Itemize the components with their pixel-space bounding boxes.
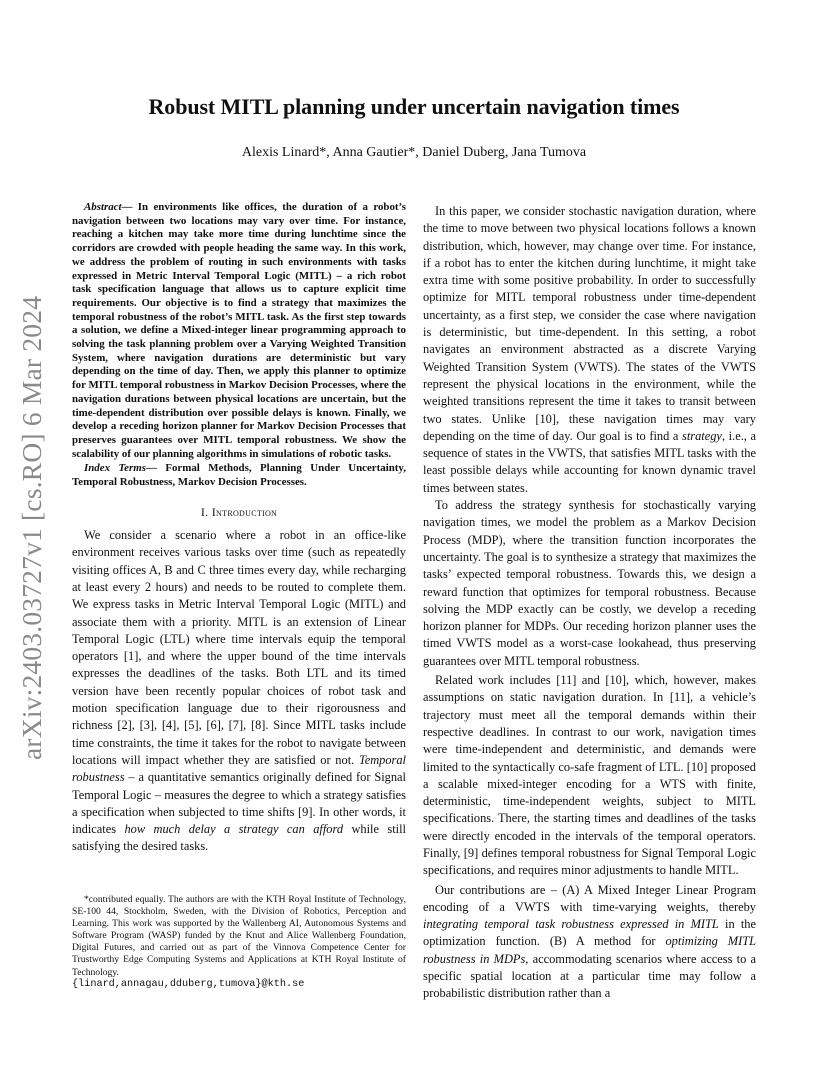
section-title: Introduction	[211, 504, 278, 519]
right-paragraph-1	[423, 203, 756, 497]
intro-text-1: We consider a scenario where a robot in an office-like environment receives various tasks over time (such as repeatedly visiting offices A, B and C three times every day, while recharging at least every 2 hours) and needs to be routed to complete them. We express tasks in Metric Interval Temporal Logic (MITL) and associate them with a priority. MITL is an extension of Linear Temporal Logic (LTL) where time intervals equip the temporal operators [1], and where the upper bound of the time intervals expresses the deadlines of the tasks. Both LTL and its timed version have been recently popular choices of robot task and motion specification language due to their rigorousness and richness [2], [3], [4], [5], [6], [7], [8]. Since MITL tasks include time constraints, the time it takes for the robot to navigate between locations will impact whether they are satisfied or not.	[72, 528, 406, 767]
index-terms-lead: Index Terms	[84, 462, 146, 475]
footnote	[72, 894, 406, 991]
abstract-lead: Abstract	[84, 201, 122, 213]
right-p1-emphasis: strategy	[682, 428, 722, 443]
right-paragraph-3: Related work includes [11] and [10], which, however, makes assumptions on static navigation duration. In [11], a vehicle’s trajectory must meet all the temporal demands within their respective deadlines. In contrast to our work, navigation times were time-independent and deterministic, and demands were limited to the syntactically co-safe fragment of LTL. [10] proposed a scalable mixed-integer encoding for a WTS with finite, deterministic, time-independent weights, subject to MITL specifications. There, the starting times and deadlines of the tasks were directly encoded in the intervals of the temporal operators. Finally, [9] defines temporal robustness for Signal Temporal Logic specifications, and requires minor adjustments to handle MITL.	[423, 673, 756, 878]
intro-text-3: while still satisfying the desired tasks.	[72, 822, 406, 854]
intro-emphasis-1: Temporal robustness	[72, 752, 406, 785]
section-heading-introduction	[72, 504, 406, 521]
right-p1-text-2: , i.e., a sequence of states in the VWTS, that satisfies MITL tasks with the least possible delays while accounting for known dynamic travel times between states.	[423, 428, 756, 495]
right-column	[423, 203, 756, 1003]
index-terms	[72, 462, 406, 489]
abstract-text: — In environments like offices, the duration of a robot’s navigation between two locations may vary over time. For instance, reaching a kitchen may take more time during lunchtime since the corridors are crowded with people heading the same way. In this work, we address the problem of routing in such environments with tasks expressed in Metric Interval Temporal Logic (MITL) – a rich robot task specification language that allows us to capture explicit time requirements. Our objective is to find a strategy that maximizes the temporal robustness of the robot’s MITL task. As the first step towards a solution, we define a Mixed-integer linear programming approach to solving the task planning problem over a Varying Weighted Transition System, where navigation durations are deterministic but vary depending on the time of day. Then, we apply this planner to optimize for MITL temporal robustness in Markov Decision Processes, where the navigation durations between physical locations are uncertain, but the time-dependent distribution over possible delays is known. Finally, we develop a receding horizon planner for Markov Decision Processes that preserves guarantees over MITL temporal robustness. We show the scalability of our planning algorithms in simulations of robotic tasks.	[72, 201, 406, 460]
author-emails: {linard,annagau,dduberg,tumova}@kth.se	[72, 978, 305, 990]
footnote-text: *contributed equally. The authors are with the KTH Royal Institute of Technology, SE-100 44, Stockholm, Sweden, with the Division of Robotics, Perception and Learning. This work was supported by the Wallenberg AI, Autonomous Systems and Software Program (WASP) funded by the Knut and Alice Wallenberg Foundation, Digital Futures, and carried out as part of the Vinnova Competence Center for Trustworthy Edge Computing Systems and Applications at KTH Royal Institute of Technology.	[72, 894, 406, 978]
left-column	[72, 201, 406, 856]
abstract	[72, 201, 406, 461]
right-p4-text-2: in the optimization function. (B) A method for	[423, 917, 756, 949]
right-paragraph-4	[423, 882, 756, 1003]
right-p1-text-1: In this paper, we consider stochastic navigation duration, where the time to move between two physical locations follows a known distribution, which, however, may change over time. For instance, if a robot has to enter the kitchen during lunchtime, it might take extra time with some positive probability. In order to successfully optimize for MITL temporal robustness under time-dependent uncertainty, as a first step, we consider the case where navigation is deterministic, but time-dependent. In this setting, a robot navigates an environment abstracted as a discrete Varying Weighted Transition System (VWTS). The states of the VWTS represent the physical locations in the environment, while the weighted transitions represent the time it takes to transit between two states. Unlike [10], these navigation times may vary depending on the time of day. Our goal is to find a	[423, 204, 756, 443]
right-paragraph-2: To address the strategy synthesis for stochastically varying navigation times, we model the problem as a Markov Decision Process (MDP), where the transition function incorporates the uncertainty. The goal is to synthesize a strategy that maximizes the tasks’ expected temporal robustness. Towards this, we design a reward function that optimizes for temporal robustness. Because solving the MDP exactly can be costly, we develop a receding horizon planner for MDPs. Our receding horizon planner uses the timed VWTS model as a worst-case lookahead, thus preserving guarantees over MITL temporal robustness.	[423, 498, 756, 668]
arxiv-identifier: arXiv:2403.03727v1 [cs.RO] 6 Mar 2024	[16, 295, 47, 760]
right-p4-text-1: Our contributions are – (A) A Mixed Integer Linear Program encoding of a VWTS with time-varying weights, thereby	[423, 882, 756, 914]
right-p4-emphasis-1: integrating temporal task robustness expressed in MITL	[423, 917, 719, 932]
right-p4-emphasis-2: optimizing MITL robustness in MDPs	[423, 934, 756, 966]
author-list: Alexis Linard*, Anna Gautier*, Daniel Duberg, Jana Tumova	[241, 145, 587, 160]
right-p4-text-3: , accommodating scenarios where access to a specific spatial location at a particular time may follow a probabilistic distribution rather than a	[423, 951, 756, 1001]
intro-emphasis-2: how much delay a strategy can afford	[124, 822, 344, 837]
paper-title: Robust MITL planning under uncertain navigation times	[148, 94, 680, 119]
section-number: I.	[200, 504, 212, 519]
index-terms-text: — Formal Methods, Planning Under Uncertainty, Temporal Robustness, Markov Decision Processes.	[72, 462, 406, 489]
intro-text-2: – a quantitative semantics originally defined for Signal Temporal Logic – measures the degree to which a strategy satisfies a specification when subjected to time shifts [9]. In other words, it indicates	[72, 770, 406, 837]
intro-paragraph	[72, 527, 406, 856]
